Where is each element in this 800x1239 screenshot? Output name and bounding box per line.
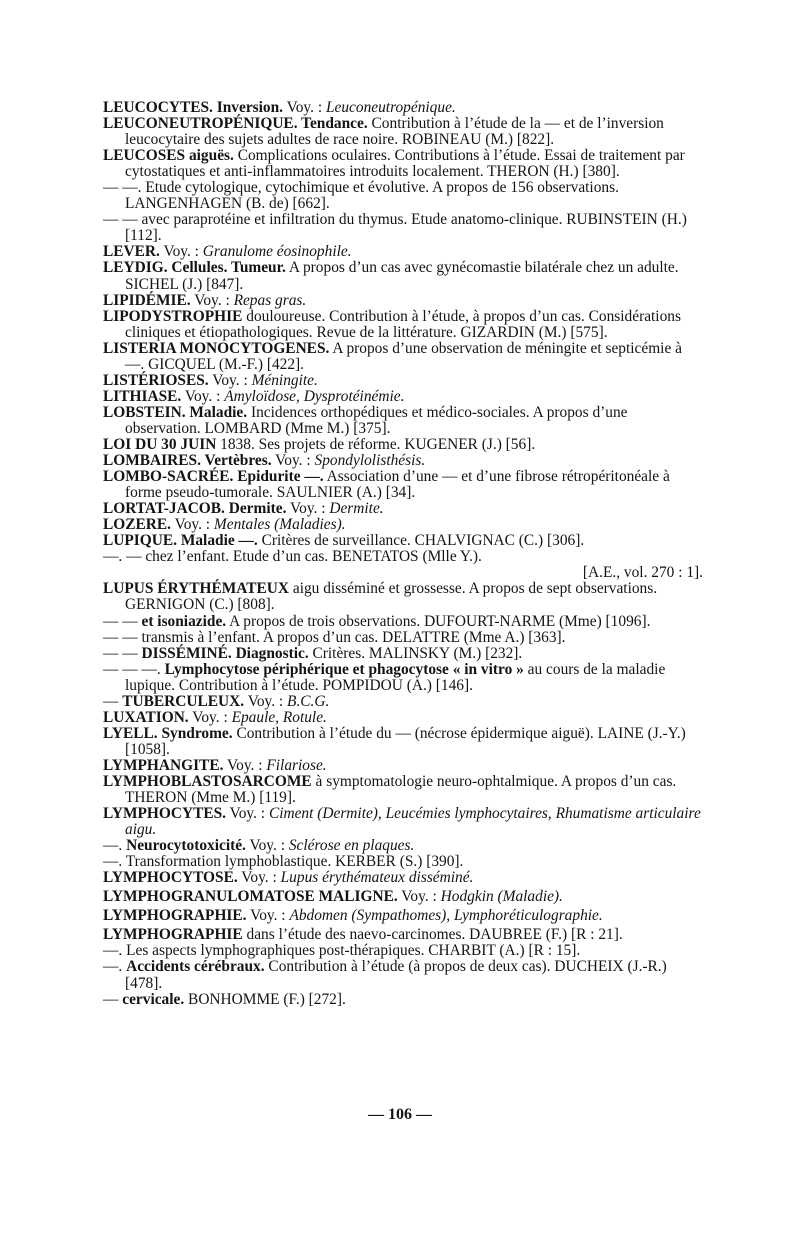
entry-text: —. Transformation lymphoblastique. KERBER (S.) [390].	[103, 853, 464, 871]
entry-text: Voy. :	[181, 387, 225, 405]
entry-text: Contribution à l’étude (à propos de deux cas). DUCHEIX (J.-R.) [478].	[125, 958, 667, 992]
index-entry	[103, 758, 703, 774]
entry-text: —. Les aspects lymphographiques post-thérapiques. CHARBIT (A.) [R : 15].	[103, 942, 581, 960]
entry-text: Voy. :	[223, 756, 267, 774]
entry-heading: LEYDIG. Cellules. Tumeur.	[103, 259, 286, 277]
entry-heading: LYMPHOCYTOSE.	[103, 869, 238, 887]
index-column	[103, 100, 703, 1008]
entry-text: Voy. :	[190, 291, 234, 309]
entry-text: Critères de surveillance. CHALVIGNAC (C.) [306].	[257, 532, 585, 550]
index-entry	[103, 927, 703, 943]
entry-heading: LUPUS ÉRYTHÉMATEUX	[103, 580, 290, 598]
index-entry	[103, 501, 703, 517]
index-entry	[103, 260, 703, 292]
index-entry	[103, 100, 703, 116]
entry-text: A propos d’une observation de méningite et septicémie à —. GICQUEL (M.-F.) [422].	[125, 339, 682, 373]
entry-heading: LIPODYSTROPHIE	[103, 307, 243, 325]
entry-text: Voy. :	[271, 452, 315, 470]
index-entry	[103, 453, 703, 469]
entry-heading: LISTÉRIOSES.	[103, 371, 209, 389]
entry-text: Voy. :	[159, 243, 203, 261]
index-entry	[103, 943, 703, 959]
entry-heading: LEUCONEUTROPÉNIQUE. Tendance.	[103, 115, 368, 133]
entry-heading: LYMPHOBLASTOSARCOME	[103, 772, 312, 790]
entry-text: A propos de trois observations. DUFOURT-NARME (Mme) [1096].	[226, 612, 651, 630]
entry-text: Voy. :	[283, 99, 326, 116]
entry-text: BONHOMME (F.) [272].	[184, 990, 346, 1008]
entry-text: — —	[103, 612, 142, 630]
entry-text: douloureuse. Contribution à l’étude, à propos d’un cas. Considérations cliniques et étiopathologiques. Revue de la littérature. GIZARDIN (M.) [575].	[125, 307, 681, 341]
index-entry	[103, 517, 703, 533]
entry-text: Complications oculaires. Contributions à l’étude. Essai de traitement par cytostatiques et anti-inflammatoires introduits localement. THERON (H.) [380].	[125, 147, 685, 181]
index-entry	[103, 244, 703, 260]
entry-text: — —	[103, 644, 142, 662]
index-entry	[103, 646, 703, 662]
entry-text: au cours de la maladie lupique. Contribution à l’étude. POMPIDOU (A.) [146].	[125, 660, 666, 694]
index-entry	[103, 293, 703, 309]
index-entry	[103, 405, 703, 437]
cross-reference: Ciment (Dermite), Leucémies lymphocytaires, Rhumatisme articulaire aigu.	[125, 805, 701, 839]
entry-text: — —. Etude cytologique, cytochimique et évolutive. A propos de 156 observations. LANGENHAGEN (B. de) [662].	[103, 179, 619, 213]
entry-heading: LYMPHOGRANULOMATOSE MALIGNE.	[103, 888, 398, 906]
index-entry	[103, 549, 703, 581]
entry-heading: LYMPHOGRAPHIE.	[103, 907, 247, 925]
entry-heading: LIPIDÉMIE.	[103, 291, 191, 309]
entry-text: Voy. :	[397, 888, 441, 906]
index-entry	[103, 180, 703, 212]
entry-text: Voy. :	[226, 805, 269, 823]
index-entry	[103, 148, 703, 180]
entry-text: dans l’étude des naevo-carcinomes. DAUBREE (F.) [R : 21].	[242, 926, 623, 944]
entry-heading: et isoniazide.	[141, 612, 227, 630]
entry-heading: Lymphocytose périphérique et phagocytose « in vitro »	[164, 660, 524, 678]
cross-reference: Méningite.	[251, 371, 318, 389]
index-entry	[103, 630, 703, 646]
entry-heading: LYMPHOGRAPHIE	[103, 926, 243, 944]
entry-text: —.	[103, 958, 127, 976]
page-number: — 106 —	[368, 1106, 432, 1123]
cross-reference: Filariose.	[266, 756, 327, 774]
entry-heading: cervicale.	[122, 990, 185, 1008]
index-entry	[103, 469, 703, 501]
index-entry	[103, 854, 703, 870]
cross-reference: B.C.G.	[287, 692, 330, 710]
cross-reference: Mentales (Maladies).	[213, 516, 346, 534]
index-entry	[103, 437, 703, 453]
entry-text: Voy. :	[244, 692, 288, 710]
index-entry	[103, 373, 703, 389]
cross-reference: Amyloïdose, Dysprotéinémie.	[224, 387, 405, 405]
index-entry	[103, 774, 703, 806]
entry-text: Incidences orthopédiques et médico-sociales. A propos d’une observation. LOMBARD (Mme M.) [375].	[125, 403, 628, 437]
entry-text: 1838. Ses projets de réforme. KUGENER (J.) [56].	[216, 435, 536, 453]
entry-text: A propos d’un cas avec gynécomastie bilatérale chez un adulte. SICHEL (J.) [847].	[125, 259, 679, 293]
entry-heading: Accidents cérébraux.	[126, 958, 265, 976]
entry-text: —	[103, 990, 123, 1008]
index-entry	[103, 116, 703, 148]
entry-text: Association d’une — et d’une fibrose rétropéritonéale à forme pseudo-tumorale. SAULNIER (A.) [34].	[125, 468, 670, 502]
entry-text: Voy. :	[286, 500, 330, 518]
entry-text: —. — chez l’enfant. Etude d’un cas. BENETATOS (Mlle Y.).	[103, 548, 482, 566]
index-entry	[103, 992, 703, 1008]
entry-heading: LYMPHANGITE.	[103, 756, 224, 774]
entry-heading: LOBSTEIN. Maladie.	[103, 403, 248, 421]
entry-heading: LOZERE.	[103, 516, 171, 534]
entry-heading: LEUCOCYTES. Inversion.	[103, 99, 284, 116]
index-entry	[103, 614, 703, 630]
entry-heading: LOMBO-SACRÉE. Epidurite —.	[103, 468, 324, 486]
entry-heading: LUXATION.	[103, 708, 189, 726]
entry-heading: LEVER.	[103, 243, 160, 261]
entry-text: Contribution à l’étude du — (nécrose épidermique aiguë). LAINE (J.-Y.) [1058].	[125, 724, 686, 758]
entry-text: — — transmis à l’enfant. A propos d’un cas. DELATTRE (Mme A.) [363].	[103, 628, 566, 646]
index-entry	[103, 341, 703, 373]
entry-text: Contribution à l’étude de la — et de l’inversion leucocytaire des sujets adultes de race noire. ROBINEAU (M.) [822].	[125, 115, 664, 149]
index-entry	[103, 309, 703, 341]
cross-reference: Sclérose en plaques.	[288, 837, 415, 855]
index-entry	[103, 710, 703, 726]
index-entry	[103, 838, 703, 854]
entry-text: Voy. :	[237, 869, 281, 887]
index-entry	[103, 694, 703, 710]
entry-text: —.	[103, 837, 127, 855]
entry-text: Voy. :	[188, 708, 232, 726]
entry-heading: LOI DU 30 JUIN	[103, 435, 217, 453]
entry-reference: [A.E., vol. 270 : 1].	[582, 564, 703, 582]
cross-reference: Granulome éosinophile.	[202, 243, 352, 261]
entry-text: —	[103, 692, 123, 710]
entry-heading: LOMBAIRES. Vertèbres.	[103, 452, 272, 470]
entry-heading: Neurocytotoxicité.	[126, 837, 246, 855]
cross-reference: Dermite.	[329, 500, 384, 518]
cross-reference: Abdomen (Sympathomes), Lymphoréticulographie.	[289, 907, 603, 925]
entry-heading: LISTERIA MONOCYTOGENES.	[103, 339, 330, 357]
entry-heading: LITHIASE.	[103, 387, 182, 405]
cross-reference: Hodgkin (Maladie).	[440, 888, 563, 906]
entry-heading: LEUCOSES aiguës.	[103, 147, 234, 165]
entry-heading: LYMPHOCYTES.	[103, 805, 227, 823]
index-entry	[103, 212, 703, 244]
entry-text: Critères. MALINSKY (M.) [232].	[308, 644, 523, 662]
entry-heading: LUPIQUE. Maladie —.	[103, 532, 258, 550]
cross-reference: Repas gras.	[233, 291, 307, 309]
entry-text: Voy. :	[208, 371, 252, 389]
index-entry	[103, 908, 703, 924]
entry-heading: DISSÉMINÉ. Diagnostic.	[141, 644, 309, 662]
entry-text: Voy. :	[246, 907, 290, 925]
index-entry	[103, 870, 703, 886]
entry-heading: LORTAT-JACOB. Dermite.	[103, 500, 287, 518]
cross-reference: Spondylolisthésis.	[314, 452, 426, 470]
entry-heading: LYELL. Syndrome.	[103, 724, 233, 742]
entry-text: Voy. :	[171, 516, 214, 534]
index-entry	[103, 806, 703, 838]
index-entry	[103, 726, 703, 758]
index-entry	[103, 959, 703, 991]
cross-reference: Lupus érythémateux disséminé.	[280, 869, 474, 887]
entry-heading: TUBERCULEUX.	[122, 692, 245, 710]
entry-text: aigu disséminé et grossesse. A propos de sept observations. GERNIGON (C.) [808].	[125, 580, 658, 614]
entry-text: — — avec paraprotéine et infiltration du thymus. Etude anatomo-clinique. RUBINSTEIN (H.) [112].	[103, 211, 687, 245]
index-entry	[103, 581, 703, 613]
index-entry	[103, 389, 703, 405]
cross-reference: Epaule, Rotule.	[231, 708, 327, 726]
entry-text: Voy. :	[245, 837, 289, 855]
entry-text: à symptomatologie neuro-ophtalmique. A propos d’un cas. THERON (Mme M.) [119].	[125, 772, 677, 807]
index-entry	[103, 662, 703, 694]
index-entry	[103, 889, 703, 905]
cross-reference: Leuconeutropénique.	[325, 99, 456, 116]
entry-text: — — —.	[103, 660, 165, 678]
index-entry	[103, 533, 703, 549]
